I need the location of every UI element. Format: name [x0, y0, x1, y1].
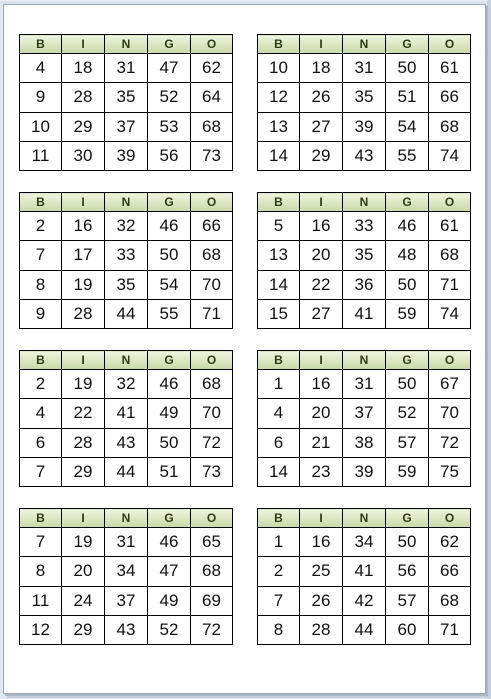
- number-cell: 52: [386, 399, 429, 428]
- number-cell: 62: [191, 54, 233, 83]
- card-header-row: [258, 193, 471, 212]
- number-cell: 36: [343, 270, 386, 299]
- column-header-o: O: [191, 509, 233, 528]
- number-cell: 72: [191, 428, 233, 457]
- number-cell: 37: [343, 399, 386, 428]
- column-header-i: I: [300, 351, 343, 370]
- number-cell: 14: [258, 457, 300, 486]
- number-cell: 68: [191, 112, 233, 141]
- number-cell: 68: [429, 112, 471, 141]
- number-cell: 4: [20, 54, 62, 83]
- number-cell: 20: [300, 241, 343, 270]
- number-cell: 35: [343, 83, 386, 112]
- number-cell: 16: [300, 212, 343, 241]
- number-cell: 53: [148, 112, 191, 141]
- number-cell: 2: [258, 557, 300, 586]
- number-cell: 16: [300, 528, 343, 557]
- number-cell: 54: [386, 112, 429, 141]
- bingo-card-4: [257, 192, 471, 329]
- number-cell: 52: [148, 615, 191, 644]
- number-cell: 65: [191, 528, 233, 557]
- card-row: [20, 299, 233, 328]
- number-cell: 12: [20, 615, 62, 644]
- number-cell: 1: [258, 370, 300, 399]
- number-cell: 74: [429, 141, 471, 170]
- number-cell: 35: [105, 270, 148, 299]
- number-cell: 50: [148, 241, 191, 270]
- column-header-o: O: [429, 509, 471, 528]
- number-cell: 68: [191, 557, 233, 586]
- number-cell: 73: [191, 457, 233, 486]
- number-cell: 39: [343, 457, 386, 486]
- number-cell: 71: [429, 615, 471, 644]
- number-cell: 41: [343, 557, 386, 586]
- number-cell: 64: [191, 83, 233, 112]
- number-cell: 59: [386, 299, 429, 328]
- number-cell: 44: [105, 299, 148, 328]
- column-header-i: I: [62, 35, 105, 54]
- number-cell: 26: [300, 586, 343, 615]
- number-cell: 31: [343, 54, 386, 83]
- card-row: [258, 212, 471, 241]
- number-cell: 54: [148, 270, 191, 299]
- number-cell: 46: [148, 528, 191, 557]
- column-header-i: I: [62, 193, 105, 212]
- card-row: [258, 528, 471, 557]
- column-header-g: G: [148, 509, 191, 528]
- number-cell: 33: [105, 241, 148, 270]
- number-cell: 11: [20, 586, 62, 615]
- number-cell: 18: [300, 54, 343, 83]
- number-cell: 37: [105, 586, 148, 615]
- number-cell: 43: [105, 615, 148, 644]
- number-cell: 72: [429, 428, 471, 457]
- card-header-row: [20, 351, 233, 370]
- number-cell: 56: [148, 141, 191, 170]
- column-header-n: N: [105, 193, 148, 212]
- card-row: [20, 370, 233, 399]
- column-header-n: N: [343, 509, 386, 528]
- column-header-b: B: [258, 509, 300, 528]
- number-cell: 68: [191, 241, 233, 270]
- number-cell: 75: [429, 457, 471, 486]
- number-cell: 7: [20, 457, 62, 486]
- number-cell: 13: [258, 241, 300, 270]
- bingo-card-5: [19, 350, 233, 487]
- number-cell: 49: [148, 586, 191, 615]
- column-header-n: N: [105, 35, 148, 54]
- number-cell: 70: [191, 399, 233, 428]
- number-cell: 22: [62, 399, 105, 428]
- number-cell: 29: [62, 112, 105, 141]
- number-cell: 23: [300, 457, 343, 486]
- column-header-g: G: [148, 193, 191, 212]
- number-cell: 20: [300, 399, 343, 428]
- card-row: [258, 83, 471, 112]
- number-cell: 19: [62, 370, 105, 399]
- number-cell: 50: [386, 270, 429, 299]
- column-header-g: G: [386, 193, 429, 212]
- number-cell: 18: [62, 54, 105, 83]
- column-header-n: N: [343, 351, 386, 370]
- number-cell: 2: [20, 370, 62, 399]
- column-header-b: B: [258, 35, 300, 54]
- column-header-i: I: [62, 509, 105, 528]
- card-row: [20, 557, 233, 586]
- column-header-i: I: [300, 509, 343, 528]
- card-row: [258, 54, 471, 83]
- number-cell: 33: [343, 212, 386, 241]
- number-cell: 9: [20, 83, 62, 112]
- number-cell: 34: [343, 528, 386, 557]
- number-cell: 50: [386, 54, 429, 83]
- number-cell: 57: [386, 428, 429, 457]
- bingo-card-3: [19, 192, 233, 329]
- number-cell: 68: [191, 370, 233, 399]
- number-cell: 56: [386, 557, 429, 586]
- card-row: [258, 370, 471, 399]
- card-row: [20, 457, 233, 486]
- number-cell: 1: [258, 528, 300, 557]
- number-cell: 50: [386, 528, 429, 557]
- column-header-g: G: [148, 351, 191, 370]
- number-cell: 74: [429, 299, 471, 328]
- number-cell: 2: [20, 212, 62, 241]
- column-header-b: B: [20, 35, 62, 54]
- number-cell: 4: [20, 399, 62, 428]
- number-cell: 19: [62, 528, 105, 557]
- card-row: [20, 270, 233, 299]
- number-cell: 42: [343, 586, 386, 615]
- card-header-row: [258, 35, 471, 54]
- window-top-edge: [0, 0, 491, 3]
- number-cell: 14: [258, 270, 300, 299]
- card-header-row: [20, 35, 233, 54]
- number-cell: 5: [258, 212, 300, 241]
- column-header-o: O: [191, 193, 233, 212]
- number-cell: 57: [386, 586, 429, 615]
- number-cell: 47: [148, 557, 191, 586]
- number-cell: 48: [386, 241, 429, 270]
- number-cell: 49: [148, 399, 191, 428]
- card-header-row: [258, 351, 471, 370]
- window-right-edge: [487, 0, 491, 699]
- number-cell: 39: [343, 112, 386, 141]
- number-cell: 6: [258, 428, 300, 457]
- number-cell: 66: [191, 212, 233, 241]
- number-cell: 37: [105, 112, 148, 141]
- number-cell: 31: [105, 54, 148, 83]
- column-header-i: I: [300, 35, 343, 54]
- card-row: [20, 615, 233, 644]
- column-header-g: G: [386, 351, 429, 370]
- number-cell: 61: [429, 212, 471, 241]
- card-row: [20, 83, 233, 112]
- number-cell: 20: [62, 557, 105, 586]
- number-cell: 39: [105, 141, 148, 170]
- number-cell: 21: [300, 428, 343, 457]
- number-cell: 67: [429, 370, 471, 399]
- card-row: [258, 112, 471, 141]
- number-cell: 66: [429, 83, 471, 112]
- card-row: [20, 528, 233, 557]
- column-header-n: N: [105, 351, 148, 370]
- column-header-n: N: [343, 193, 386, 212]
- card-row: [258, 141, 471, 170]
- number-cell: 28: [62, 299, 105, 328]
- number-cell: 11: [20, 141, 62, 170]
- column-header-n: N: [343, 35, 386, 54]
- number-cell: 46: [148, 212, 191, 241]
- number-cell: 46: [148, 370, 191, 399]
- number-cell: 55: [148, 299, 191, 328]
- number-cell: 41: [343, 299, 386, 328]
- number-cell: 27: [300, 299, 343, 328]
- number-cell: 35: [343, 241, 386, 270]
- number-cell: 38: [343, 428, 386, 457]
- number-cell: 69: [191, 586, 233, 615]
- number-cell: 52: [148, 83, 191, 112]
- card-row: [20, 428, 233, 457]
- number-cell: 44: [343, 615, 386, 644]
- number-cell: 61: [429, 54, 471, 83]
- number-cell: 4: [258, 399, 300, 428]
- number-cell: 68: [429, 241, 471, 270]
- number-cell: 26: [300, 83, 343, 112]
- number-cell: 29: [62, 457, 105, 486]
- bingo-card-2: [257, 34, 471, 171]
- number-cell: 35: [105, 83, 148, 112]
- number-cell: 55: [386, 141, 429, 170]
- column-header-b: B: [20, 509, 62, 528]
- card-header-row: [20, 193, 233, 212]
- card-row: [20, 141, 233, 170]
- column-header-o: O: [429, 35, 471, 54]
- number-cell: 29: [62, 615, 105, 644]
- card-row: [258, 557, 471, 586]
- card-row: [258, 428, 471, 457]
- card-row: [20, 54, 233, 83]
- number-cell: 72: [191, 615, 233, 644]
- number-cell: 46: [386, 212, 429, 241]
- number-cell: 41: [105, 399, 148, 428]
- bingo-card-7: [19, 508, 233, 645]
- number-cell: 70: [191, 270, 233, 299]
- number-cell: 50: [386, 370, 429, 399]
- column-header-g: G: [148, 35, 191, 54]
- card-row: [258, 399, 471, 428]
- column-header-b: B: [258, 351, 300, 370]
- card-row: [20, 212, 233, 241]
- number-cell: 28: [62, 428, 105, 457]
- number-cell: 59: [386, 457, 429, 486]
- number-cell: 9: [20, 299, 62, 328]
- column-header-b: B: [20, 193, 62, 212]
- number-cell: 28: [62, 83, 105, 112]
- number-cell: 13: [258, 112, 300, 141]
- column-header-n: N: [105, 509, 148, 528]
- number-cell: 44: [105, 457, 148, 486]
- number-cell: 17: [62, 241, 105, 270]
- card-row: [20, 241, 233, 270]
- number-cell: 22: [300, 270, 343, 299]
- number-cell: 34: [105, 557, 148, 586]
- column-header-o: O: [191, 351, 233, 370]
- card-row: [258, 270, 471, 299]
- number-cell: 68: [429, 586, 471, 615]
- number-cell: 66: [429, 557, 471, 586]
- card-row: [20, 399, 233, 428]
- number-cell: 25: [300, 557, 343, 586]
- number-cell: 30: [62, 141, 105, 170]
- number-cell: 50: [148, 428, 191, 457]
- bingo-card-8: [257, 508, 471, 645]
- number-cell: 29: [300, 141, 343, 170]
- number-cell: 28: [300, 615, 343, 644]
- column-header-o: O: [429, 351, 471, 370]
- number-cell: 12: [258, 83, 300, 112]
- card-header-row: [258, 509, 471, 528]
- column-header-o: O: [191, 35, 233, 54]
- column-header-b: B: [258, 193, 300, 212]
- column-header-g: G: [386, 35, 429, 54]
- number-cell: 6: [20, 428, 62, 457]
- column-header-g: G: [386, 509, 429, 528]
- number-cell: 71: [429, 270, 471, 299]
- column-header-o: O: [429, 193, 471, 212]
- number-cell: 19: [62, 270, 105, 299]
- number-cell: 62: [429, 528, 471, 557]
- number-cell: 8: [20, 557, 62, 586]
- number-cell: 7: [258, 586, 300, 615]
- number-cell: 8: [20, 270, 62, 299]
- number-cell: 15: [258, 299, 300, 328]
- number-cell: 60: [386, 615, 429, 644]
- number-cell: 31: [343, 370, 386, 399]
- card-row: [258, 241, 471, 270]
- number-cell: 10: [258, 54, 300, 83]
- card-row: [258, 615, 471, 644]
- number-cell: 43: [343, 141, 386, 170]
- number-cell: 24: [62, 586, 105, 615]
- number-cell: 73: [191, 141, 233, 170]
- number-cell: 51: [386, 83, 429, 112]
- card-row: [20, 112, 233, 141]
- column-header-i: I: [300, 193, 343, 212]
- number-cell: 71: [191, 299, 233, 328]
- bingo-card-1: [19, 34, 233, 171]
- number-cell: 16: [300, 370, 343, 399]
- card-header-row: [20, 509, 233, 528]
- column-header-b: B: [20, 351, 62, 370]
- number-cell: 14: [258, 141, 300, 170]
- number-cell: 32: [105, 370, 148, 399]
- number-cell: 70: [429, 399, 471, 428]
- card-row: [258, 586, 471, 615]
- bingo-card-6: [257, 350, 471, 487]
- number-cell: 10: [20, 112, 62, 141]
- card-row: [258, 299, 471, 328]
- number-cell: 31: [105, 528, 148, 557]
- number-cell: 43: [105, 428, 148, 457]
- number-cell: 51: [148, 457, 191, 486]
- number-cell: 47: [148, 54, 191, 83]
- number-cell: 8: [258, 615, 300, 644]
- number-cell: 7: [20, 241, 62, 270]
- card-row: [258, 457, 471, 486]
- column-header-i: I: [62, 351, 105, 370]
- number-cell: 7: [20, 528, 62, 557]
- number-cell: 27: [300, 112, 343, 141]
- card-row: [20, 586, 233, 615]
- number-cell: 16: [62, 212, 105, 241]
- number-cell: 32: [105, 212, 148, 241]
